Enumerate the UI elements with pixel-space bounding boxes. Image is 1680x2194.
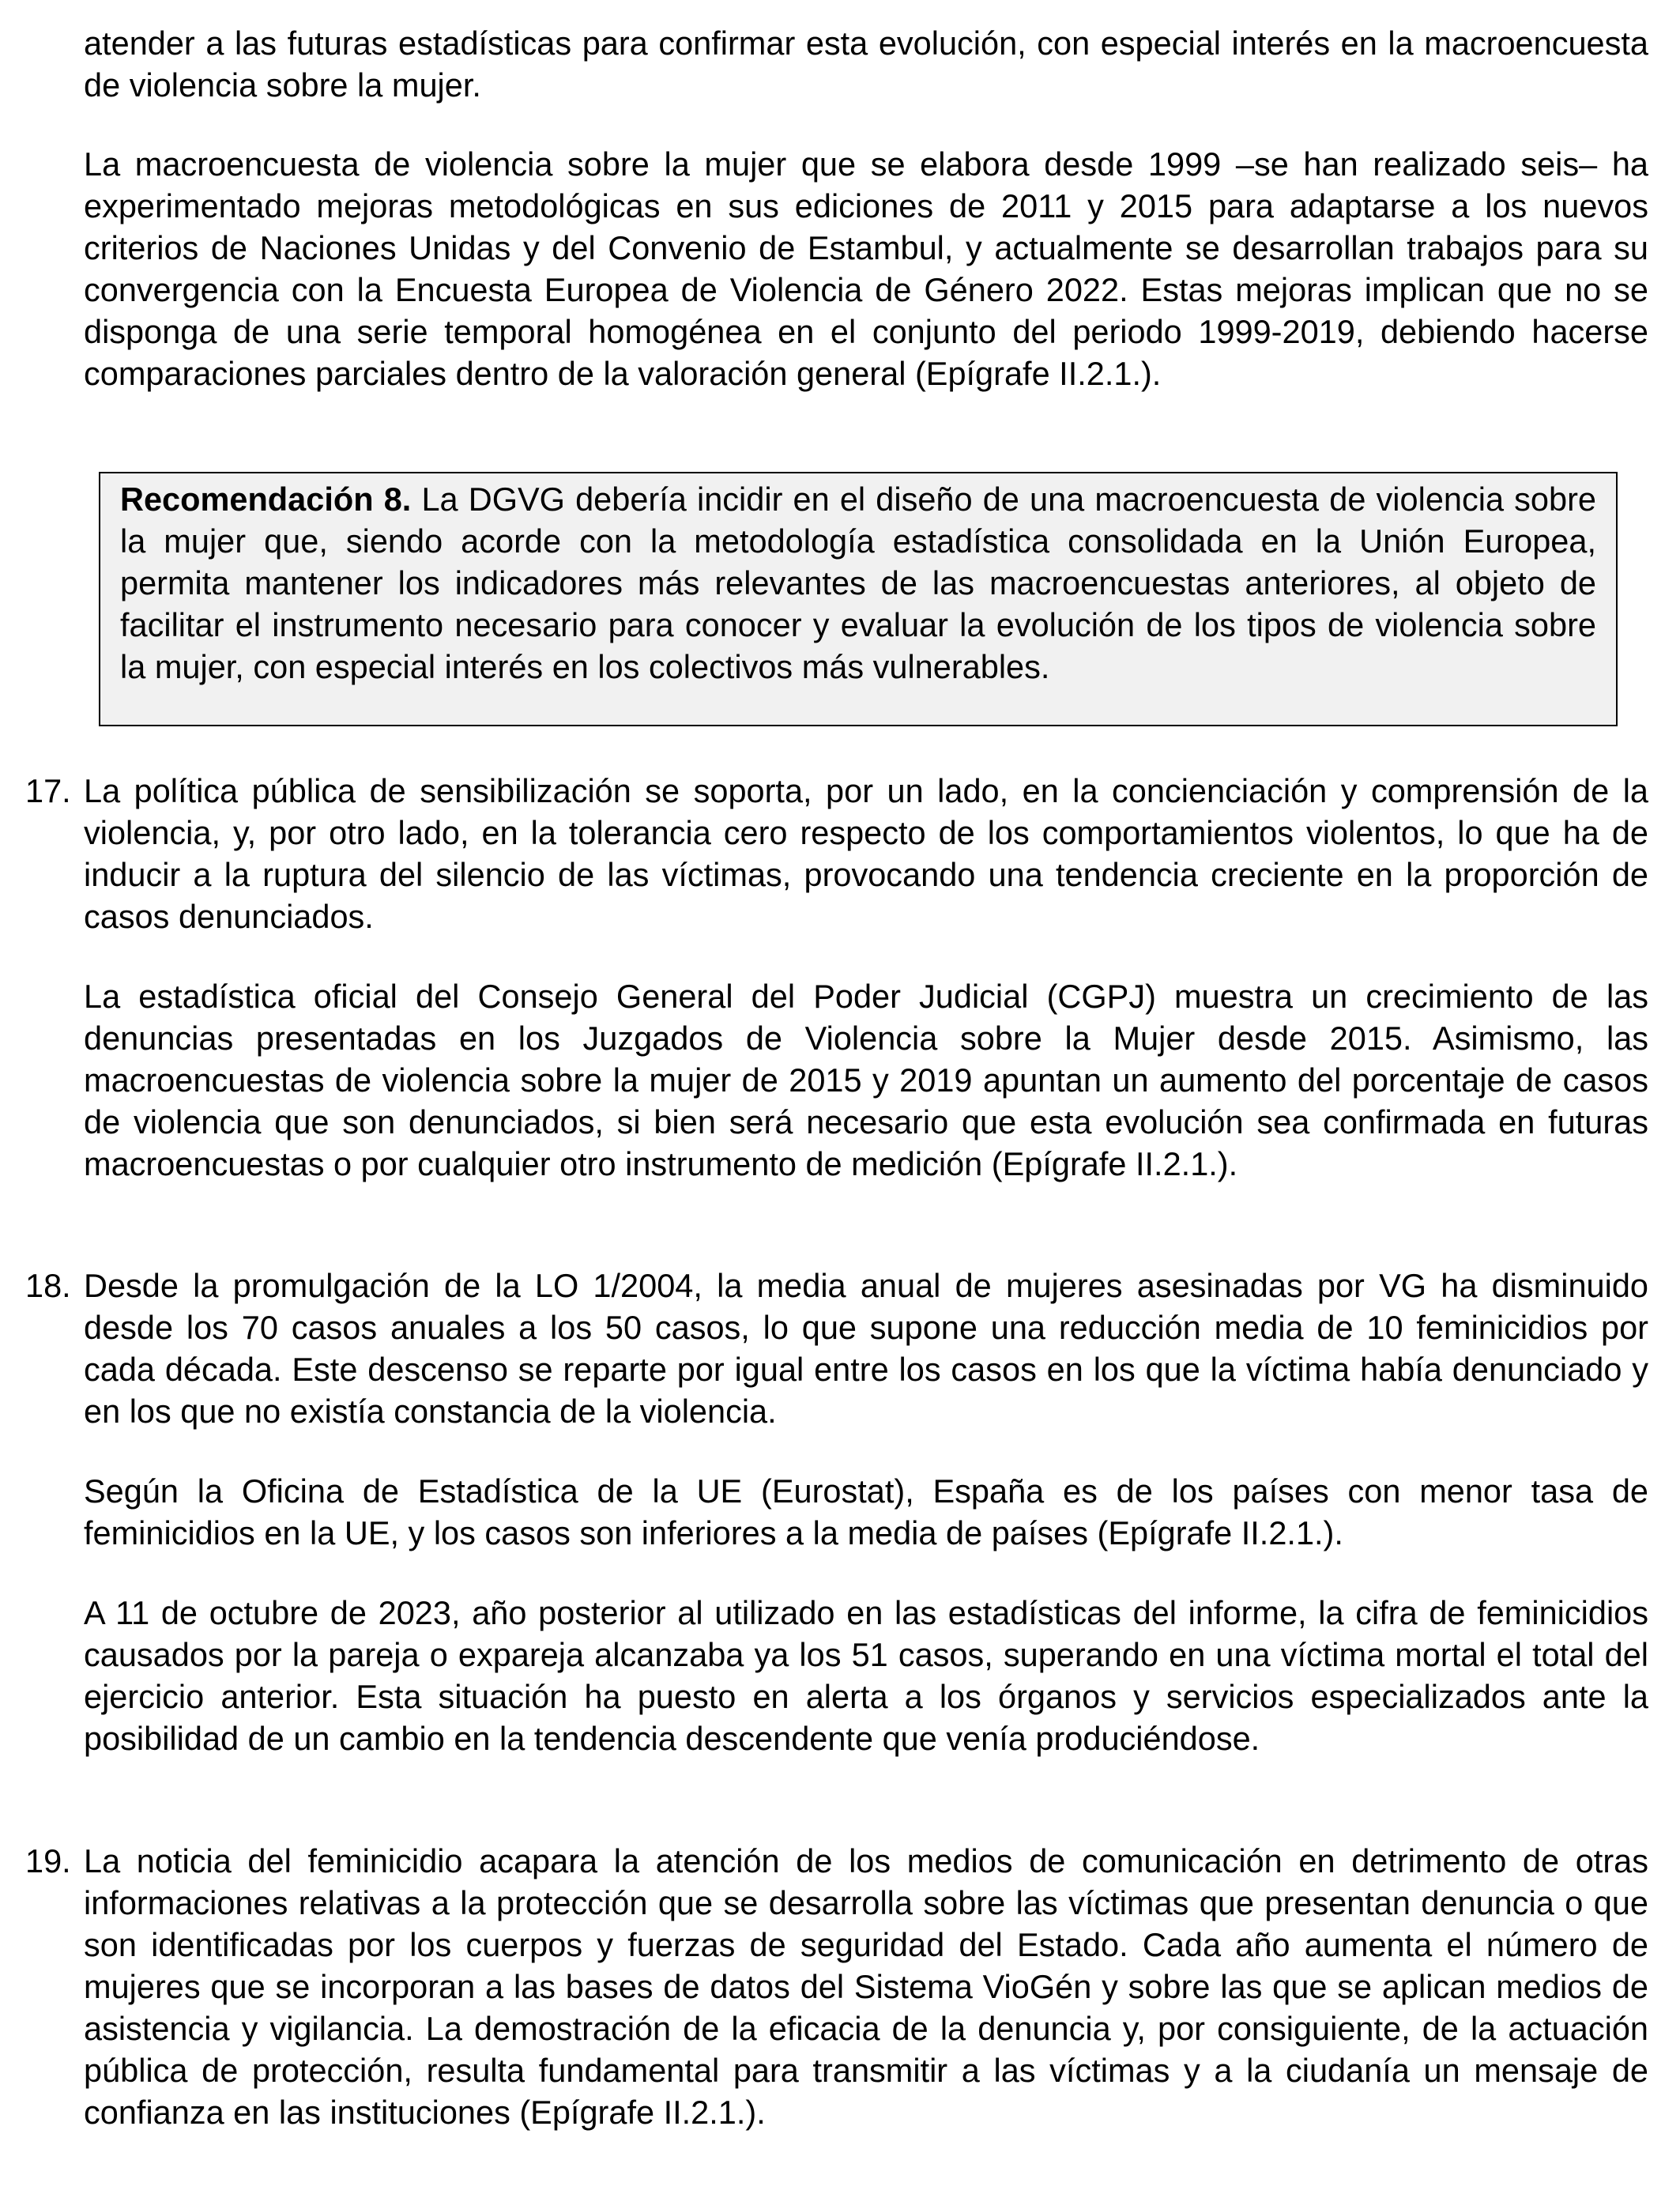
recommendation-text-block: [120, 478, 1596, 688]
paragraph-macroencuesta: La macroencuesta de violencia sobre la mujer que se elabora desde 1999 –se han realizado seis– ha experimentado mejoras metodológicas en sus ediciones de 2011 y 2015 para adaptarse a los nuevos criterios de Naciones Unidas y del Convenio de Estambul, y actualmente se desarrollan trabajos para su convergencia con la Encuesta Europea de Violencia de Género 2022. Estas mejoras implican que no se disponga de una serie temporal homogénea en el conjunto del periodo 1999-2019, debiendo hacerse comparaciones parciales dentro de la valoración general (Epígrafe II.2.1.).: [84, 145, 1648, 392]
recommendation-label: Recomendación 8.: [120, 481, 412, 518]
item-number-19: 19.: [25, 1842, 71, 1879]
item-19-paragraph-1: La noticia del feminicidio acapara la atención de los medios de comunicación en detrimento de otras informaciones relativas a la protección que se desarrolla sobre las víctimas que presentan denuncia o que son identificadas por los cuerpos y fuerzas de seguridad del Estado. Cada año aumenta el número de mujeres que se incorporan a las bases de datos del Sistema VioGén y sobre las que se aplican medios de asistencia y vigilancia. La demostración de la eficacia de la denuncia y, por consiguiente, de la actuación pública de protección, resulta fundamental para transmitir a las víctimas y a la ciudanía un mensaje de confianza en las instituciones (Epígrafe II.2.1.).: [84, 1842, 1648, 2131]
item-number-18: 18.: [25, 1267, 71, 1304]
item-18-paragraph-1: Desde la promulgación de la LO 1/2004, la media anual de mujeres asesinadas por VG ha disminuido desde los 70 casos anuales a los 50 casos, lo que supone una reducción media de 10 feminicidios por cada década. Este descenso se reparte por igual entre los casos en los que la víctima había denunciado y en los que no existía constancia de la violencia.: [84, 1267, 1648, 1430]
item-17-paragraph-1: La política pública de sensibilización se soporta, por un lado, en la concienciación y comprensión de la violencia, y, por otro lado, en la tolerancia cero respecto de los comportamientos violentos, lo que ha de inducir a la ruptura del silencio de las víctimas, provocando una tendencia creciente en la proporción de casos denunciados.: [84, 772, 1648, 935]
item-17-paragraph-2: La estadística oficial del Consejo General del Poder Judicial (CGPJ) muestra un crecimiento de las denuncias presentadas en los Juzgados de Violencia sobre la Mujer desde 2015. Asimismo, las macroencuestas de violencia sobre la mujer de 2015 y 2019 apuntan un aumento del porcentaje de casos de violencia que son denunciados, si bien será necesario que esta evolución sea confirmada en futuras macroencuestas o por cualquier otro instrumento de medición (Epígrafe II.2.1.).: [84, 978, 1648, 1182]
item-number-17: 17.: [25, 772, 71, 809]
recommendation-body: La DGVG debería incidir en el diseño de una macroencuesta de violencia sobre la mujer que, siendo acorde con la metodología estadística consolidada en la Unión Europea, permita mantener los indicadores más relevantes de las macroencuestas anteriores, al objeto de facilitar el instrumento necesario para conocer y evaluar la evolución de los tipos de violencia sobre la mujer, con especial interés en los colectivos más vulnerables.: [120, 481, 1596, 685]
item-18-paragraph-3: A 11 de octubre de 2023, año posterior al utilizado en las estadísticas del informe, la cifra de feminicidios causados por la pareja o expareja alcanzaba ya los 51 casos, superando en una víctima mortal el total del ejercicio anterior. Esta situación ha puesto en alerta a los órganos y servicios especializados ante la posibilidad de un cambio en la tendencia descendente que venía produciéndose.: [84, 1594, 1648, 1757]
recommendation-box: [99, 472, 1618, 726]
paragraph-intro-tail: atender a las futuras estadísticas para confirmar esta evolución, con especial interés en la macroencuesta de violencia sobre la mujer.: [84, 25, 1648, 104]
item-18-paragraph-2: Según la Oficina de Estadística de la UE (Eurostat), España es de los países con menor tasa de feminicidios en la UE, y los casos son inferiores a la media de países (Epígrafe II.2.1.).: [84, 1472, 1648, 1551]
